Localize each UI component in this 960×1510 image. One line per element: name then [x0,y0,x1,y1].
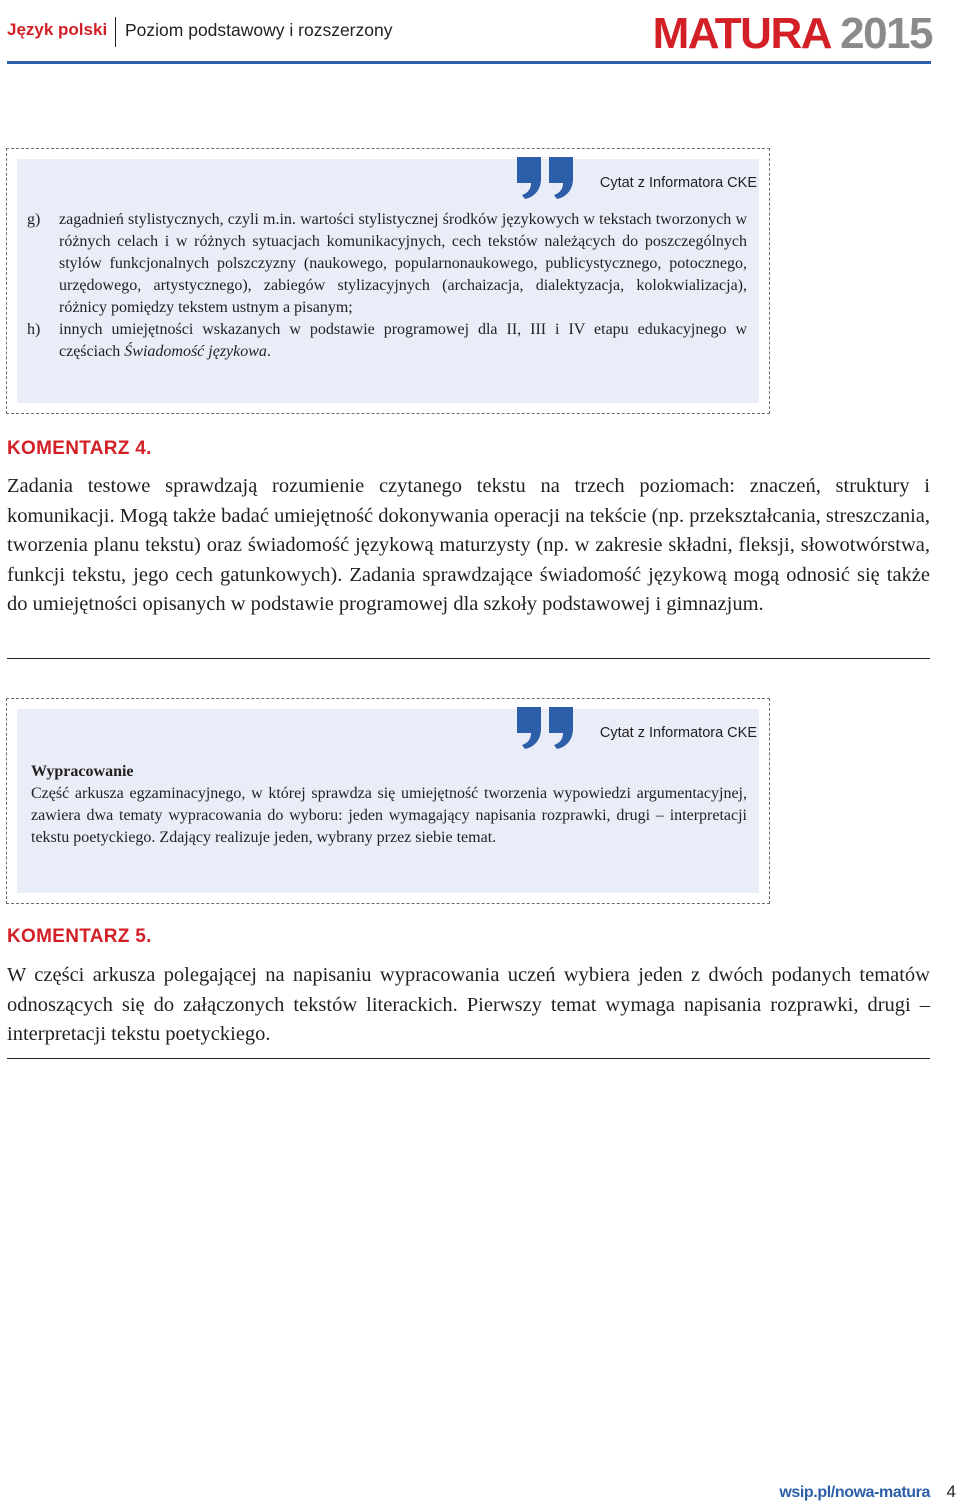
list-item-end: . [266,343,271,360]
quote-box-informator-2 [6,698,770,904]
header-subject: Język polski [7,20,108,39]
matura-year: 2015 [840,9,932,58]
list-marker: g) [27,211,41,228]
quote-content [31,761,747,849]
header-level: Poziom podstawowy i rozszerzony [125,20,393,40]
quote-marks-icon [513,157,579,199]
header-separator [115,17,116,47]
list-marker: h) [27,321,41,338]
matura-word: MATURA [652,9,830,58]
section-divider [7,1058,930,1059]
header-rule [7,61,931,64]
quote-box-informator-1 [6,148,770,414]
quote-header [499,157,759,197]
list-item-text [59,319,747,363]
matura-logo [653,8,932,60]
quote-content [27,209,747,363]
quote-title: Wypracowanie [31,763,134,780]
quote-caption: Cytat z Informatora CKE [599,725,757,741]
list-item-text-main: innych umiejętności wskazanych w podstawie programowej dla II, III i IV etapu edukacyjnego w częściach [59,321,747,360]
quote-marks-icon [513,707,579,749]
section-divider [7,658,930,659]
quote-header [499,707,759,747]
komentarz-4-text: Zadania testowe sprawdzają rozumienie czytanego tekstu na trzech poziomach: znaczeń, struktury i komunikacji. Mogą także badać umiejętność dokonywania operacji na tekście (np. przekształcania, streszczania, tworzenia planu tekstu) oraz świadomość językową maturzysty (np. w zakresie składni, fleksji, słowotwórstwa, funkcji tekstu, jego cech gatunkowych). Zadania sprawdzające świadomość językową mogą odnosić się także do umiejętności opisanych w podstawie programowej dla szkoły podstawowej i gimnazjum. [7,475,930,616]
list-item [27,209,747,319]
komentarz-5-text: W części arkusza polegającej na napisaniu wypracowania uczeń wybiera jeden z dwóch podanych tematów odnoszących się do załączonych tekstów literackich. Pierwszy temat wymaga napisania rozprawki, drugi – interpretacji tekstu poetyckiego. [7,964,930,1046]
footer-link[interactable]: wsip.pl/nowa-matura [779,1484,930,1501]
page-number: 4 [946,1482,956,1501]
komentarz-5-title: KOMENTARZ 5. [7,926,152,947]
quote-caption: Cytat z Informatora CKE [599,175,757,191]
komentarz-4-title: KOMENTARZ 4. [7,438,152,459]
list-item [27,319,747,363]
emphasis-text: Świadomość językowa [124,343,267,360]
page-header [0,0,960,66]
quote-paragraph: Część arkusza egzaminacyjnego, w której sprawdza się umiejętność tworzenia wypowiedzi argumentacyjnej, zawiera dwa tematy wypracowania do wyboru: jeden wymagający napisania rozprawki, drugi – interpretacji tekstu poetyckiego. Zdający realizuje jeden, wybrany przez siebie temat. [31,785,747,846]
list-item-text: zagadnień stylistycznych, czyli m.in. wartości stylistycznej środków językowych w tekstach tworzonych w różnych celach i w różnych sytuacjach komunikacyjnych, cech tekstów należących do poszczególnych stylów funkcjonalnych polszczyzny (naukowego, popularnonaukowego, publicystycznego, potocznego, urzędowego, artystycznego), zabiegów stylizacyjnych (archaizacja, dialektyzacja, kolokwializacja), różnicy pomiędzy tekstem ustnym a pisanym; [59,211,747,316]
